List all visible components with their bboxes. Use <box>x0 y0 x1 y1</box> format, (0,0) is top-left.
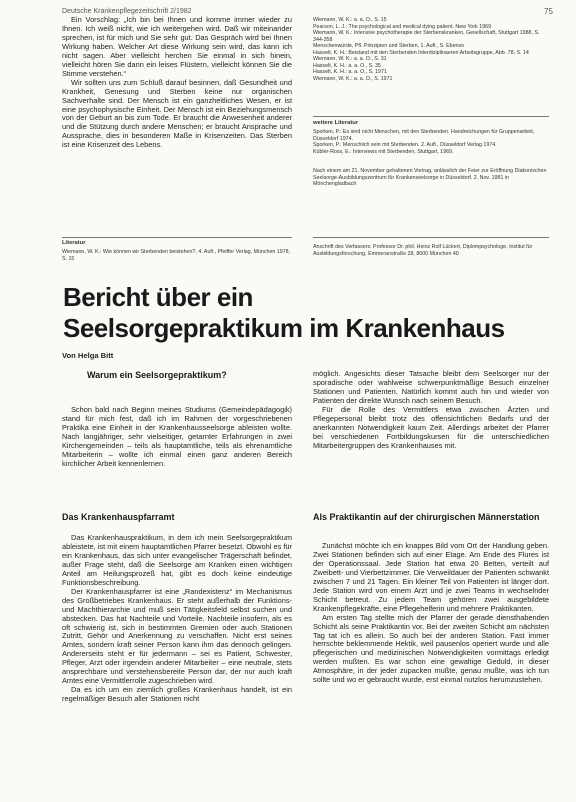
reference-item: Sporken, P.: Es sind nicht Menschen, mit den Sterbenden. Handreichungen für Gruppenarbeit, Düsseldorf 1974. <box>313 129 535 142</box>
reference-item: Wiemann, W. K.: Intensive psychotherapie der Sterbenskranken, Gesellschaft, Stuttgart 1988, S. 344-358 <box>313 30 540 43</box>
title-line: Bericht über ein <box>63 282 253 312</box>
paragraph: möglich. Angesichts dieser Tatsache bleibt dem Seelsorger nur der sporadische oder wahlweise schwerpunktmäßige Besuch einzelner Stationen und Patienten. Natürlich kommt auch hin und wieder von Patienten der direkte Wunsch nach seinem Besuch. <box>313 369 549 405</box>
reference-item: Pearson, L. J.: The psychological and medical dying patient. New York 1969 <box>313 23 492 30</box>
reference-item: Menschenwürde, Pfl. Prinzipien und Sterben, 1. Aufl., S. Ebenso <box>313 43 465 50</box>
running-header: Deutsche Krankenpflegezeitschrift 2/1982 <box>62 8 192 15</box>
reference-item: Hasselt, K. H.: a. a. O., S. 35 <box>313 62 382 69</box>
further-literature-label: weitere Literatur <box>313 120 359 126</box>
article-title <box>63 282 505 344</box>
paragraph: Für die Rolle des Vermittlers etwa zwischen Ärzten und Pflegepersonal bleibt trotz des offensichtlichen Bedarfs und der anerkannten Notwendigkeit kaum Zeit. Allerdings arbeitet der Pfarrer bei verschiedenen Fortbildungskursen für die unterschiedlichen Mitarbeitergruppen des Krankenhauses mit. <box>313 404 549 450</box>
divider <box>62 237 292 238</box>
author-address: Anschrift des Verfassers: Professor Dr. phil. Heinz Rolf Lückert, Diplompsychologe, Institut für Ausbildungsforschung, Emmeranstraße 28, 8000 München 40 <box>313 244 533 257</box>
article-column-right-top <box>313 370 549 451</box>
reference-item: Wiemann, W. K.: a. a. O., S. 31 <box>313 56 387 63</box>
paragraph: Das Krankenhauspraktikum, in dem ich mein Seelsorgepraktikum ableistete, ist mit einem hauptamtlichen Pfarrer besetzt. Obwohl es für ein Krankenhaus, das sich unter evangelischer Trägerschaft befindet, außer Frage steht, daß die Seelsorge am Kranken einen wichtigen Anteil am Heilungsprozeß hat, gibt es doch keine eindeutige Funktionsbeschreibung. <box>62 533 292 587</box>
reference-item: Hasselt, K. H.: a. a. O., S. 1971 <box>313 69 387 76</box>
reference-item: Wiemann, W. K.: a. a. O., S. 15 <box>313 17 387 23</box>
reference-item: Sporken, P.: Menschlich sein mit Sterbenden. 2. Aufl., Düsseldorf Verlag 1974. <box>313 142 497 149</box>
article-column-right <box>313 542 549 685</box>
reference-item: Hasselt, K. H.: Beistand mit den Sterbenden Interdiziplinaeren Arbeitsgruppe, Abb. 78, S. 14 <box>313 49 529 56</box>
lecture-note: Nach einem am 21. November gehaltenen Vortrag, anlässlich der Feier zur Eröffnung Diakonischen Seelsorge-Ausbildungszentrum für Krankenseelsorge in Düsseldorf. 2. Nov. 1981 in Mönchengladbach <box>313 168 547 188</box>
reference-item: Wiemann, W. K.: a. a. O., S. 1971 <box>313 75 393 82</box>
paragraph: Am ersten Tag stellte mich der Pfarrer der gerade diensthabenden Schicht als seine Praktikantin vor. Bei der zweiten Schicht am nächsten Tag tat ich es allein. So auch bei der anderen Station. Fast immer herrschte beklemmende Hektik, weil pausenlos operiert wurde und alle pflegerischen und medizinischen Notwendigkeiten vormittags erledigt werden mußten. Es war schon eine gewaltige Geduld, in dieser Atmosphäre, in der jeder zupacken mußte, genau mußte, was ich tun sollte und wo er gebraucht wurde, erst einmal nutzlos herumzustehen. <box>313 612 549 685</box>
article-author: Von Helga Bitt <box>62 351 114 360</box>
divider <box>313 237 549 238</box>
literature-entry: Wiemann, W. K.: Wie können wir Sterbenden beistehen?, 4. Aufl., Pfeiffer Verlag, München 1978, S. 15 <box>62 249 291 262</box>
reference-list <box>313 17 549 82</box>
article-paragraph <box>62 406 292 469</box>
section-heading: Warum ein Seelsorgepraktikum? <box>87 370 227 380</box>
further-literature-list <box>313 129 549 155</box>
paragraph: Wir sollten uns zum Schluß darauf besinnen, daß Gesundheit und Krankheit, Genesung und Sterben keine nur organischen Sachverhalte sind. Der Mensch ist ein ganzheitliches Wesen, er ist eine psychophysische Einheit. Der Mensch ist ein Beziehungsmensch von der Geburt an bis zum Tode. Er braucht die Anwesenheit anderer und die Stützung durch andere Menschen; er braucht Ansprache und Aussprache, dies in besonderen Maße in Krisenzeiten. Das Sterben ist eine Krisenzeit des Lebens. <box>62 77 292 150</box>
paragraph: Der Krankenhauspfarrer ist eine „Randexistenz“ im Mechanismus des Großbetriebes Krankenhaus. Er steht außerhalb der Funktions- und Machthierarchie und muß sein Tätigkeitsfeld selbst suchen und abstecken. Das hat Nachteile und Vorteile. Nachteile insofern, als es oft schwierig ist, sich in bestimmten Gremien oder auch Stationen Zutritt, Gehör und Anerkennung zu verschaffen. Nicht erst seines Amtes, sondern kraft seiner Person kann ihm das dennoch gelingen. Andererseits steht er für jedermann – sei es Patient, Schwester, Pfleger, Arzt oder irgendein anderer Mitarbeiter – eine neutrale, stets ansprechbare und verstehensbereite Person dar, der nur auch kraft Amtes eine Vermittlerrolle zugeschrieben wird. <box>62 586 292 686</box>
title-line: Seelsorgepraktikum im Krankenhaus <box>63 313 505 343</box>
previous-article-text <box>62 16 292 150</box>
paragraph: Da es ich um ein ziemlich großes Krankenhaus handelt, ist ein regelmäßiger Besuch aller Stationen nicht <box>62 685 292 704</box>
section-heading: Das Krankenhauspfarramt <box>62 512 175 522</box>
paragraph: Schon bald nach Beginn meines Studiums (Gemeindepädagogik) stand für mich fest, daß ich im Rahmen der vorgeschriebenen Praktika eine Einheit in der Krankenhausseelsorge ableisten wollte. Nach langjähriger, sehr vielseitiger, getarnter Erfahrungen in zwei Kirchengemeinden – teils als hauptamtliche, teils als ehrenamtliche Mitarbeiterin – wollte ich einmal einen ganz anderen Bereich kirchlicher Arbeit kennenlernen. <box>62 405 292 468</box>
reference-item: Kübler-Ross, E.: Interviews mit Sterbenden, Stuttgart, 1969. <box>313 148 454 155</box>
paragraph: Zunächst möchte ich ein knappes Bild vom Ort der Handlung geben. Zwei Stationen befinden sich auf einer Etage. Am Ende des Flures ist der Operationssaal. Jede Station hat etwa 20 Betten, verteilt auf Zweibett- und Vierbettzimmer. Die Verweildauer der Patienten schwankt zwischen 7 und 21 Tagen. Ein kleiner Teil von Patienten ist länger dort. Jede Station wird von einem Arzt und je zwei Teams in wechselnder Schicht betreut. Zu jedem Team gehören zwei ausgebildete Krankenpflegekräfte, eine Pflegehelferin und mehrere Praktikanten. <box>313 541 549 613</box>
section-heading: Als Praktikantin auf der chirurgischen Männerstation <box>313 512 540 522</box>
page-number: 75 <box>544 7 553 16</box>
literature-label: Literatur <box>62 240 86 246</box>
divider <box>313 116 549 117</box>
article-column-left <box>62 534 292 704</box>
paragraph: Ein Vorschlag: „Ich bin bei Ihnen und komme immer wieder zu Ihnen. Ich weiß nicht, wie ich weitergehen wird. Daß wir miteinander sprechen, ist für mich und Sie sehr gut. Das Gespräch wird bei Ihnen Wirkung haben. Welcher Art diese Wirkung sein wird, das kann ich nicht sagen. Aber vielleicht herchen Sie einmal in sich hinein, vielleicht hören Sie dann ein leises Flüstern, vielleicht können Sie die Stimme verstehen.“ <box>62 15 292 78</box>
